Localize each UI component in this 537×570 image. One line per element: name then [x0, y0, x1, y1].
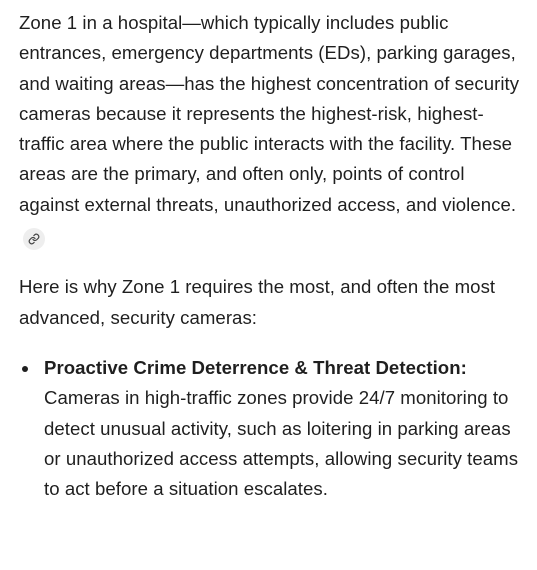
- intro-text: Zone 1 in a hospital—which typically includes public entrances, emergency departments (EDs), parking garages, and waiting areas—has the highest concentration of security cameras because it represents the highest-risk, highest-traffic area where the public interacts with the facility. These areas are the primary, and often only, points of control against external threats, unauthorized access, and violence.: [19, 12, 520, 215]
- bullet-title: Proactive Crime Deterrence & Threat Detection:: [44, 356, 467, 378]
- bullet-text: Cameras in high-traffic zones provide 24/7 monitoring to detect unusual activity, such as loitering in parking areas or unauthorized access attempts, allowing security teams to act before a situation escalates.: [44, 387, 519, 500]
- list-item: [19, 353, 525, 504]
- bullet-dot: [22, 366, 28, 372]
- source-link-button[interactable]: [23, 228, 45, 250]
- reason-intro-paragraph: Here is why Zone 1 requires the most, and often the most advanced, security cameras:: [19, 276, 496, 328]
- intro-paragraph: [19, 8, 525, 250]
- reasons-list: [19, 353, 525, 504]
- link-icon: [28, 233, 40, 245]
